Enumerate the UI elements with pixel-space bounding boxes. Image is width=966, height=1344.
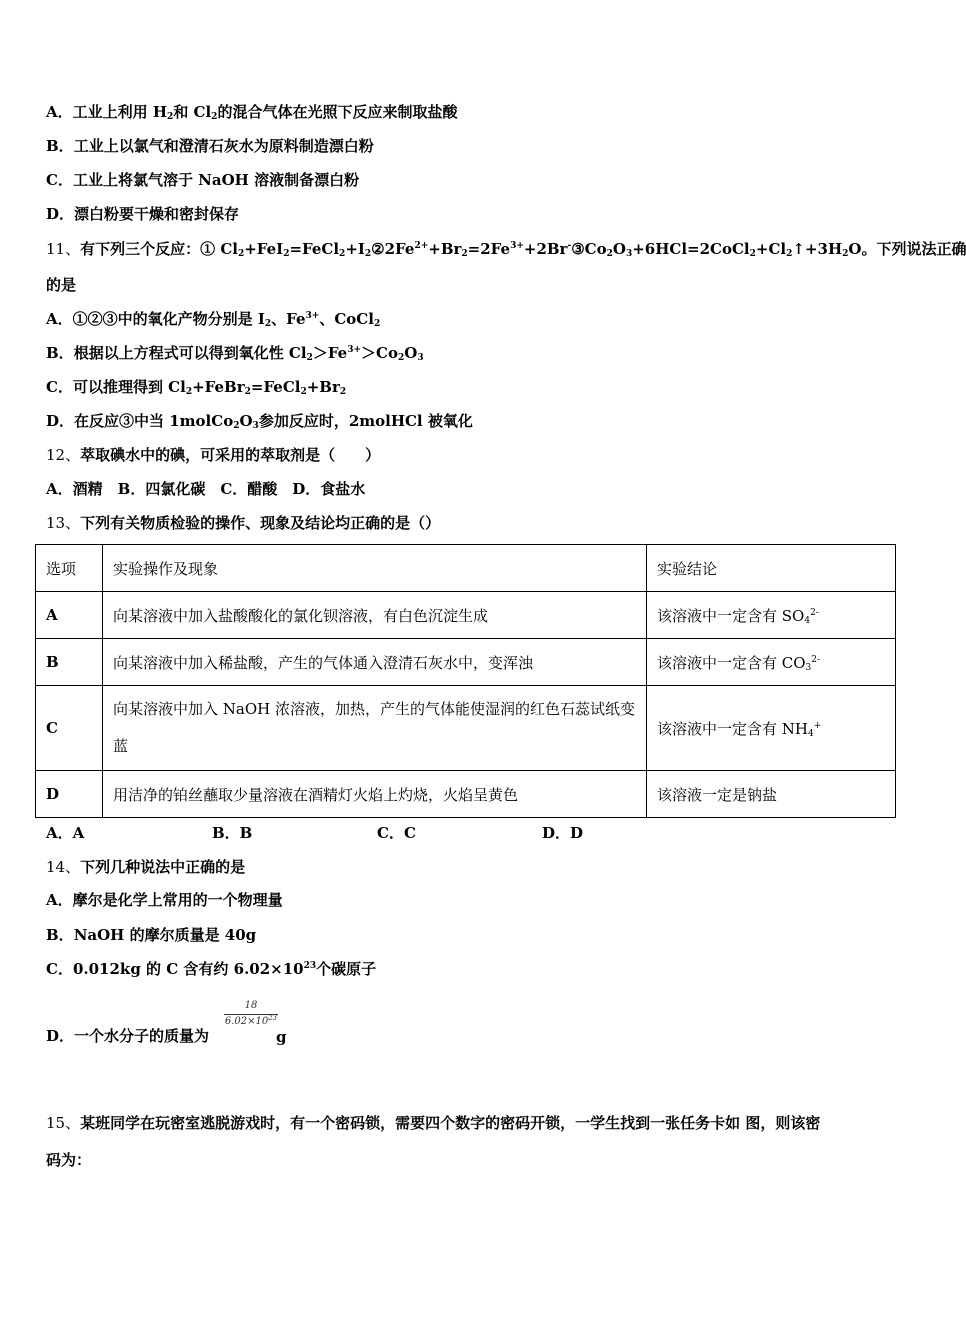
fraction-denominator: $6.02\times 10^{23}$ bbox=[224, 1014, 278, 1027]
row-option: B bbox=[36, 639, 103, 686]
row-conclusion: 该溶液中一定含有 $NH_4^+$ bbox=[647, 686, 896, 771]
q13-answer-d: D．D bbox=[542, 824, 584, 842]
q11-option-c: C．可以推理得到 $Cl_2+FeBr_2=FeCl_2+Br_2$ bbox=[46, 378, 347, 397]
row-operation: 向某溶液中加入稀盐酸，产生的气体通入澄清石灰水中，变浑浊 bbox=[103, 639, 647, 686]
table-row bbox=[36, 639, 896, 686]
q14-option-d-unit: g bbox=[276, 1028, 287, 1046]
q10-option-d: D．漂白粉要干燥和密封保存 bbox=[46, 205, 240, 223]
q13-stem: 13、下列有关物质检验的操作、现象及结论均正确的是（） bbox=[46, 514, 441, 532]
q11-option-d: D．在反应③中当 $1molCo_2O_3$参加反应时，2molHCl 被氧化 bbox=[46, 412, 473, 431]
q11-stem-cont: 的是 bbox=[46, 276, 77, 294]
q14-stem: 14、下列几种说法中正确的是 bbox=[46, 858, 246, 876]
row-conclusion: 该溶液一定是钠盐 bbox=[647, 771, 896, 818]
q15-stem-cont: 码为： bbox=[46, 1151, 92, 1169]
q12-stem: 12、萃取碘水中的碘，可采用的萃取剂是（ ） bbox=[46, 446, 381, 464]
row-option: D bbox=[36, 771, 103, 818]
table-header-row bbox=[36, 545, 896, 592]
fraction-numerator: 18 bbox=[244, 1000, 258, 1011]
header-operation: 实验操作及现象 bbox=[103, 545, 647, 592]
row-option: C bbox=[36, 686, 103, 771]
q14-option-a: A．摩尔是化学上常用的一个物理量 bbox=[46, 891, 283, 909]
row-operation: 向某溶液中加入 NaOH 浓溶液，加热，产生的气体能使湿润的红色石蕊试纸变蓝 bbox=[103, 686, 647, 771]
header-option: 选项 bbox=[36, 545, 103, 592]
row-operation: 向某溶液中加入盐酸酸化的氯化钡溶液，有白色沉淀生成 bbox=[103, 592, 647, 639]
q10-option-b: B．工业上以氯气和澄清石灰水为原料制造漂白粉 bbox=[46, 137, 374, 155]
q12-options: A．酒精 B．四氯化碳 C．醋酸 D．食盐水 bbox=[46, 480, 366, 498]
q14-option-c: C．0.012kg 的 C 含有约 $6.02\times 10^{23}$个碳原子 bbox=[46, 960, 377, 978]
q13-answer-b: B．B bbox=[212, 824, 253, 842]
q11-stem: 11、有下列三个反应：① $Cl_2+FeI_2=FeCl_2+I_2②2Fe^{2+}+Br_2=2Fe^{3+}+2Br^-③Co_2O_3+6HCl=2CoCl_2+Cl_2↑+3H_2O$。下列说法正确 bbox=[46, 240, 966, 259]
q13-table bbox=[35, 544, 896, 818]
q10-option-a: A．工业上利用 $H_2$和 $Cl_2$的混合气体在光照下反应来制取盐酸 bbox=[46, 103, 458, 122]
q15-stem: 15、某班同学在玩密室逃脱游戏时，有一个密码锁，需要四个数字的密码开锁，一学生找到一张任务卡如 图，则该密 bbox=[46, 1114, 821, 1132]
q14-option-b: B．NaOH 的摩尔质量是 40g bbox=[46, 926, 257, 944]
q11-option-b: B．根据以上方程式可以得到氧化性 $Cl_2>Fe^{3+}>Co_2O_3$ bbox=[46, 344, 424, 363]
header-conclusion: 实验结论 bbox=[647, 545, 896, 592]
table-row bbox=[36, 592, 896, 639]
q13-answer-a: A．A bbox=[46, 824, 85, 842]
row-option: A bbox=[36, 592, 103, 639]
q11-option-a: A．①②③中的氧化产物分别是 $I_2$、$Fe^{3+}$、CoCl$_2$ bbox=[46, 310, 381, 329]
table-row bbox=[36, 686, 896, 771]
mass-fraction bbox=[224, 1000, 278, 1028]
q13-answer-c: C．C bbox=[377, 824, 416, 842]
q10-option-c: C．工业上将氯气溶于 NaOH 溶液制备漂白粉 bbox=[46, 171, 360, 189]
q14-option-d: D．一个水分子的质量为 bbox=[46, 1027, 210, 1045]
row-conclusion: 该溶液中一定含有 $CO_3^{2-}$ bbox=[647, 639, 896, 686]
row-operation: 用洁净的铂丝蘸取少量溶液在酒精灯火焰上灼烧，火焰呈黄色 bbox=[103, 771, 647, 818]
row-conclusion: 该溶液中一定含有 $SO_4^{2-}$ bbox=[647, 592, 896, 639]
table-row bbox=[36, 771, 896, 818]
